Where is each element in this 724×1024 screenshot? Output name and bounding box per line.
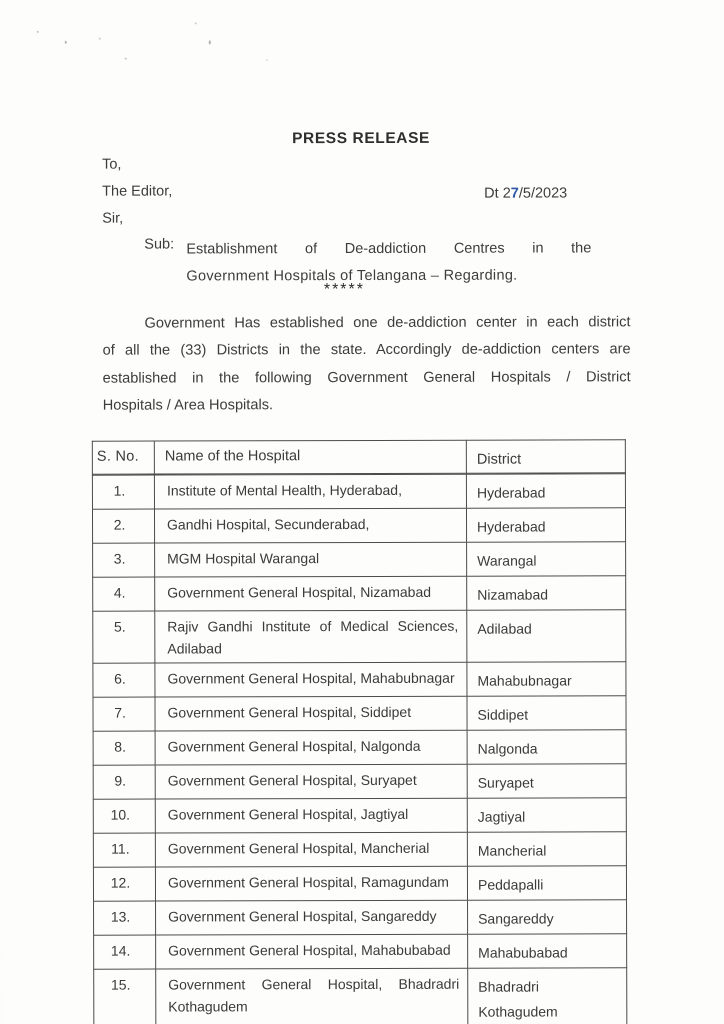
table-row (93, 610, 626, 663)
table-row (93, 576, 626, 611)
cell-sno: 13. (94, 901, 156, 935)
cell-name: Government General Hospital, Nalgonda (155, 730, 467, 765)
cell-district: Hyderabad (466, 474, 625, 508)
cell-name: Government General Hospital, Ramagundam (155, 866, 467, 901)
body-line-1: Government Has established one de-addiction center in each district (144, 314, 631, 332)
body-paragraph (102, 309, 630, 420)
cell-name: Government General Hospital, Bhadradri Kothagudem (156, 968, 468, 1024)
hospitals-table (92, 439, 628, 1024)
cell-name: Government General Hospital, Mahabubnagar (155, 662, 467, 697)
cell-district: Nalgonda (467, 730, 626, 764)
cell-sno: 11. (93, 833, 155, 867)
cell-name: Government General Hospital, Mahabubabad (156, 934, 468, 969)
table-row (93, 866, 626, 901)
cell-name: Government General Hospital, Nizamabad (155, 576, 467, 611)
cell-district: Sangareddy (468, 900, 627, 934)
subject-label: Sub: (144, 236, 175, 253)
cell-name: Institute of Mental Health, Hyderabad, (154, 474, 466, 509)
cell-sno: 6. (93, 663, 155, 697)
scan-speck (99, 38, 101, 40)
cell-name: MGM Hospital Warangal (155, 542, 467, 577)
cell-district: Jagtiyal (467, 798, 626, 832)
cell-name: Government General Hospital, Siddipet (155, 696, 467, 731)
header-district: District (466, 440, 625, 473)
scan-speck (37, 31, 39, 33)
salutation-to: To, (102, 156, 122, 173)
cell-name: Rajiv Gandhi Institute of Medical Sciences, Adilabad (155, 610, 467, 663)
scan-speck (195, 22, 197, 24)
table-row (93, 542, 626, 577)
scan-speck (209, 40, 211, 44)
cell-name: Gandhi Hospital, Secunderabad, (154, 508, 466, 543)
body-line-2: of all the (33) Districts in the state. Accordingly de-addiction centers are (102, 341, 631, 360)
date-prefix: Dt 2 (484, 185, 511, 202)
cell-district: Mancherial (467, 832, 626, 866)
table-row (92, 508, 625, 543)
cell-sno: 12. (93, 867, 155, 901)
cell-name: Government General Hospital, Jagtiyal (155, 798, 467, 833)
asterisk-separator: ***** (323, 280, 366, 299)
cell-district: Siddipet (467, 696, 626, 730)
cell-sno: 14. (94, 935, 156, 969)
cell-sno: 5. (93, 611, 155, 663)
cell-district: Nizamabad (467, 576, 626, 610)
table-row (93, 696, 626, 731)
cell-name: Government General Hospital, Sangareddy (156, 900, 468, 935)
cell-sno: 10. (93, 799, 155, 833)
cell-district: Mahabubabad (468, 934, 627, 968)
cell-sno: 8. (93, 731, 155, 765)
cell-sno: 4. (93, 577, 155, 611)
subject-line-1: Establishment of De-addiction Centres in the (186, 240, 592, 258)
date-suffix: /5/2023 (518, 185, 568, 202)
table-row (94, 968, 627, 1024)
cell-district: Warangal (467, 542, 626, 576)
table-row (92, 474, 625, 509)
scan-speck (125, 58, 127, 60)
header-name: Name of the Hospital (154, 440, 466, 474)
subject-line-2: Government Hospitals of Telangana – Regarding. (186, 267, 518, 285)
table-row (93, 730, 626, 765)
cell-district: Bhadradri Kothagudem (468, 968, 627, 1024)
table-row (93, 832, 626, 867)
header-sno: S. No. (92, 441, 154, 474)
cell-district: Hyderabad (466, 508, 625, 542)
cell-sno: 9. (93, 765, 155, 799)
cell-sno: 7. (93, 697, 155, 731)
cell-sno: 15. (94, 969, 156, 1024)
table-row (93, 798, 626, 833)
cell-district: Mahabubnagar (467, 662, 626, 696)
table-row (93, 764, 626, 799)
salutation-sir: Sir, (102, 210, 124, 227)
cell-district: Suryapet (467, 764, 626, 798)
date-blue-ink-digit: 7 (510, 185, 519, 202)
date-line (484, 185, 567, 201)
cell-district: Adilabad (467, 610, 626, 662)
cell-name: Government General Hospital, Mancherial (155, 832, 467, 867)
body-line-4: Hospitals / Area Hospitals. (102, 397, 274, 414)
salutation-editor: The Editor, (102, 183, 173, 200)
table-row (94, 900, 627, 935)
table-row (94, 934, 627, 969)
cell-district: Peddapalli (467, 866, 626, 900)
cell-name: Government General Hospital, Suryapet (155, 764, 467, 799)
body-line-3: established in the following Government General Hospitals / District (102, 369, 631, 387)
cell-sno: 3. (93, 543, 155, 577)
cell-sno: 2. (92, 509, 154, 543)
cell-sno: 1. (92, 475, 154, 509)
press-release-title: PRESS RELEASE (292, 129, 430, 148)
table-row (93, 662, 626, 697)
scan-speck (65, 41, 67, 44)
scan-speck (266, 59, 268, 61)
table-header-row (92, 440, 625, 474)
